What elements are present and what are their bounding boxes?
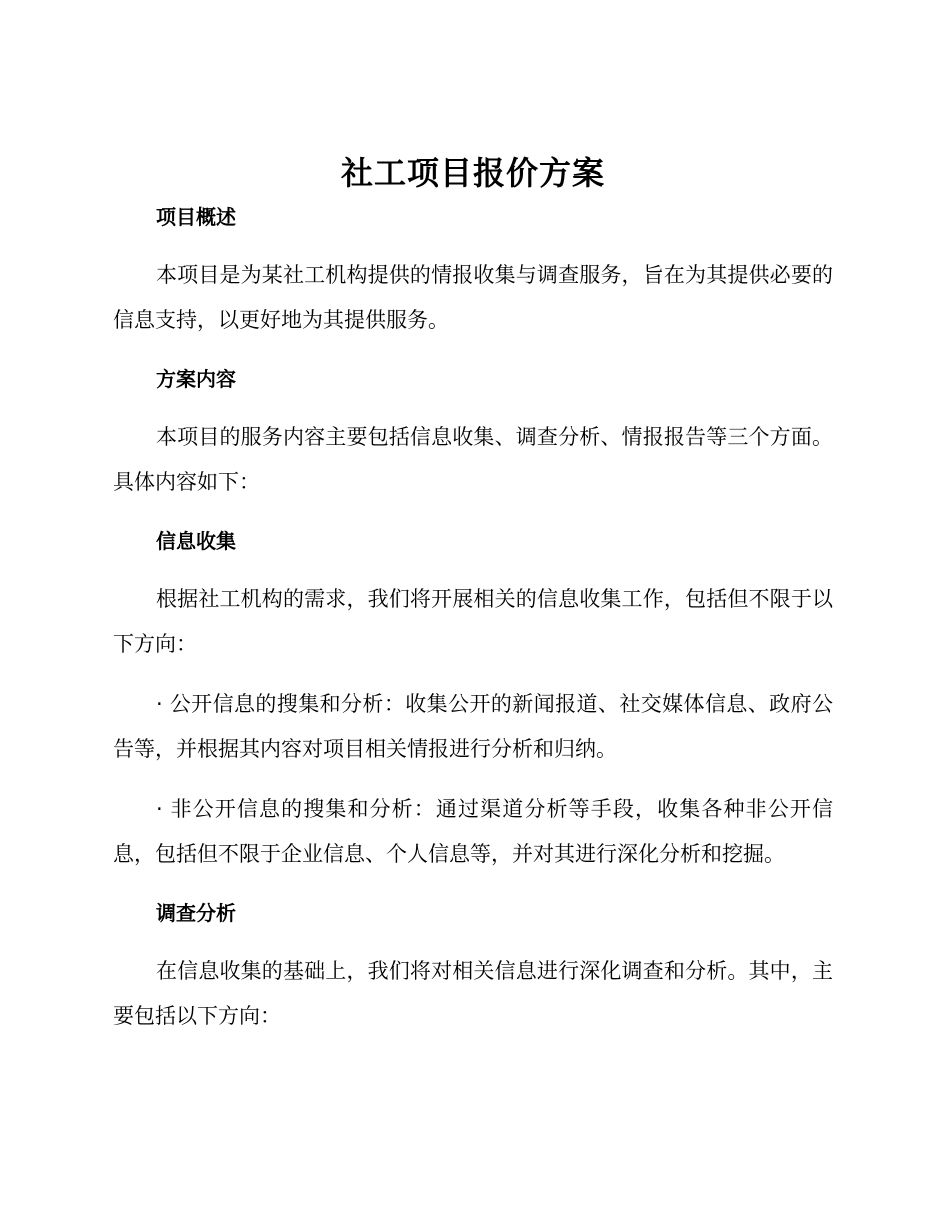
paragraph: 在信息收集的基础上，我们将对相关信息进行深化调查和分析。其中，主要包括以下方向：	[113, 959, 833, 1028]
section-overview	[113, 196, 833, 358]
section-plan-content	[113, 358, 833, 520]
section-heading: 调查分析	[156, 901, 236, 925]
section-heading: 信息收集	[156, 529, 236, 553]
document-title: 社工项目报价方案	[340, 154, 605, 192]
bullet-item: · 非公开信息的搜集和分析：通过渠道分析等手段，收集各种非公开信息，包括但不限于企业信息、个人信息等，并对其进行深化分析和挖掘。	[113, 797, 833, 866]
section-investigation-analysis	[113, 892, 833, 1039]
paragraph: 本项目的服务内容主要包括信息收集、调查分析、情报报告等三个方面。具体内容如下：	[113, 425, 833, 494]
document-body	[113, 150, 833, 1039]
bullet-item: · 公开信息的搜集和分析：收集公开的新闻报道、社交媒体信息、政府公告等，并根据其内容对项目相关情报进行分析和归纳。	[113, 692, 833, 761]
paragraph: 根据社工机构的需求，我们将开展相关的信息收集工作，包括但不限于以下方向：	[113, 587, 833, 656]
section-info-collection	[113, 520, 833, 892]
section-heading: 方案内容	[156, 367, 236, 391]
section-heading: 项目概述	[156, 205, 236, 229]
paragraph: 本项目是为某社工机构提供的情报收集与调查服务，旨在为其提供必要的信息支持，以更好地为其提供服务。	[113, 263, 833, 332]
